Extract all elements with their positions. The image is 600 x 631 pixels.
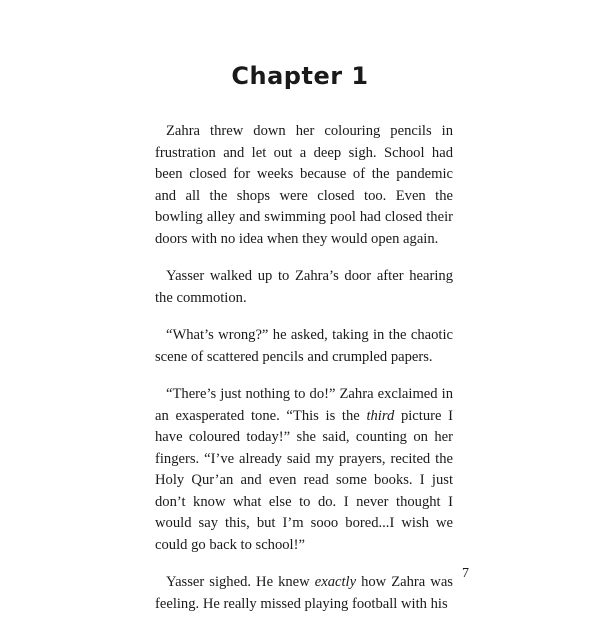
- paragraph-2: Yasser walked up to Zahra’s door after hearing the commotion.: [155, 268, 453, 306]
- chapter-title: Chapter 1: [231, 62, 369, 90]
- chapter-body: [155, 121, 453, 631]
- paragraph-5: [155, 572, 453, 615]
- paragraph-5-part-1: Yasser sighed. He knew: [166, 574, 315, 590]
- paragraph-4-part-2: picture I have coloured today!” she said, counting on her fingers. “I’ve already said my prayers, recited the Holy Qur’an and even read some books. I just don’t know what else to do. I never thought I would say this, but I’m sooo bored...I wish we could go back to school!”: [155, 407, 453, 553]
- paragraph-3: “What’s wrong?” he asked, taking in the chaotic scene of scattered pencils and crumpled papers.: [155, 327, 453, 365]
- page-number: 7: [462, 566, 469, 581]
- paragraph-5-part-2: how Zahra was feeling. He really missed playing football with his: [155, 574, 453, 612]
- paragraph-4: [155, 384, 453, 556]
- paragraph-1: Zahra threw down her colouring pencils in frustration and let out a deep sigh. School had been closed for weeks because of the pandemic and all the shops were closed too. Even the bowling alley and swimming pool had closed their doors with no idea when they would open again.: [155, 123, 453, 247]
- paragraph-4-emphasis: third: [366, 407, 395, 424]
- paragraph-5-emphasis: exactly: [314, 574, 357, 590]
- paragraph-4-part-1: “There’s just nothing to do!” Zahra exclaimed in an exasperated tone. “This is the: [155, 386, 453, 424]
